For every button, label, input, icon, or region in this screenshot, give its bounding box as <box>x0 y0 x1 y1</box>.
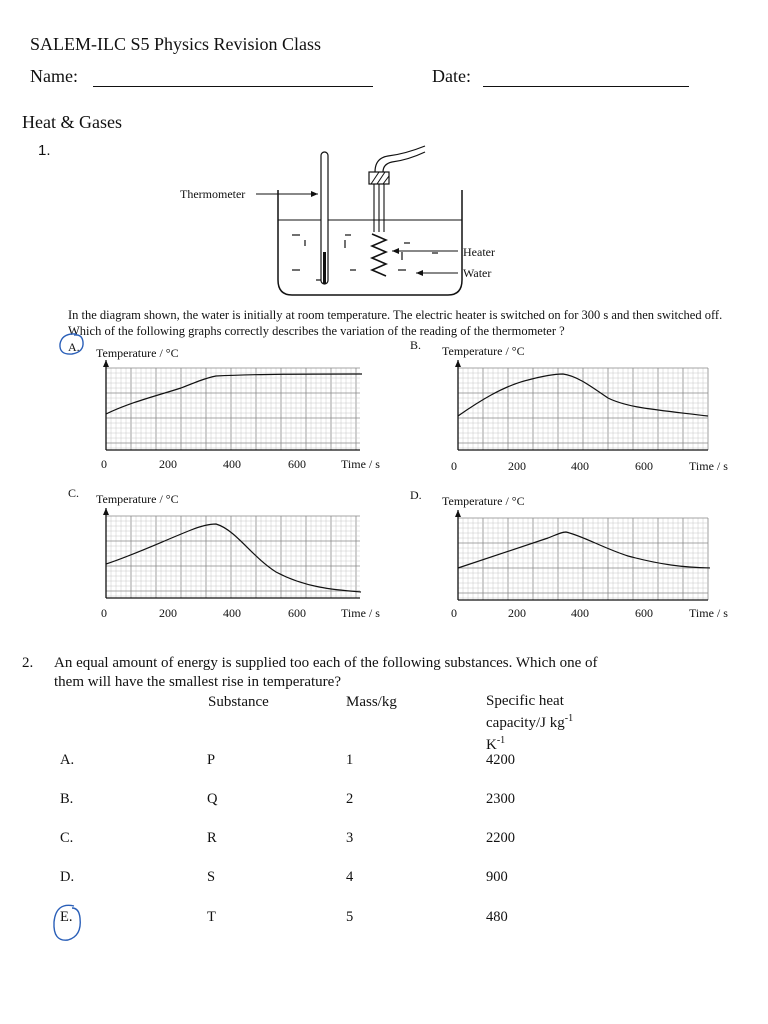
mass-cell: 1 <box>346 752 354 768</box>
tick-label: 200 <box>508 606 526 620</box>
section-title: Heat & Gases <box>22 112 122 132</box>
answer-circle-mark <box>56 330 90 358</box>
graph-b[interactable] <box>410 336 730 476</box>
tick-label: 0 <box>101 606 107 620</box>
graph-x-label: Time / s <box>341 457 380 471</box>
header-shc-line1: Specific heat <box>486 693 564 709</box>
y-axis-arrow <box>103 360 109 367</box>
name-label: Name: <box>30 66 78 86</box>
tick-label: 0 <box>451 459 457 473</box>
graph-c-plot <box>100 508 362 612</box>
tick-label: 200 <box>508 459 526 473</box>
tick-label: 0 <box>451 606 457 620</box>
graph-y-label: Temperature / °C <box>442 494 525 508</box>
y-axis-arrow <box>455 360 461 367</box>
temperature-curve <box>106 524 361 592</box>
graph-a[interactable] <box>60 336 380 476</box>
y-axis-arrow <box>455 510 461 517</box>
temperature-curve <box>458 532 710 568</box>
graph-x-label: Time / s <box>689 459 728 473</box>
option-label[interactable]: A. <box>60 752 75 768</box>
graph-d-plot <box>452 510 710 614</box>
question-2-text-line2: them will have the smallest rise in temperature? <box>54 674 341 690</box>
date-blank[interactable] <box>483 86 689 87</box>
graph-x-label: Time / s <box>689 606 728 620</box>
tick-label: 0 <box>101 457 107 471</box>
option-label[interactable]: E. <box>60 909 73 925</box>
header-shc-unit: capacity/J kg <box>486 715 565 731</box>
question-1-number: 1. <box>38 142 51 159</box>
tick-label: 600 <box>635 606 653 620</box>
graph-d[interactable] <box>410 486 730 626</box>
tick-label: 400 <box>571 459 589 473</box>
mass-cell: 5 <box>346 909 354 925</box>
name-blank[interactable] <box>93 86 373 87</box>
tick-label: 600 <box>288 606 306 620</box>
graph-y-label: Temperature / °C <box>96 346 179 360</box>
header-shc-line3 <box>486 732 573 754</box>
header-shc-sup: -1 <box>564 713 574 724</box>
graph-x-label: Time / s <box>341 606 380 620</box>
worksheet-title: SALEM-ILC S5 Physics Revision Class <box>30 34 322 54</box>
tick-label: 400 <box>223 457 241 471</box>
shc-cell: 480 <box>486 909 508 925</box>
tick-label: 600 <box>288 457 306 471</box>
grid-lines <box>458 368 708 450</box>
graph-letter: A. <box>68 340 80 354</box>
water-label: Water <box>463 266 492 280</box>
question-1-text: In the diagram shown, the water is initially at room temperature. The electric heater is switched on for 300 s and then switched off. Which of the following graphs correctly describes the variation of the reading of the thermometer ? <box>68 308 723 338</box>
grid-lines <box>106 516 360 598</box>
question-2-text-line1: An equal amount of energy is supplied too each of the following substances. Which one of <box>54 655 598 671</box>
substance-cell: P <box>207 752 216 768</box>
header-shc-line2 <box>486 710 573 732</box>
graph-y-label: Temperature / °C <box>442 344 525 358</box>
tick-label: 400 <box>571 606 589 620</box>
answer-circle-mark <box>48 900 88 946</box>
substance-cell: Q <box>207 791 218 807</box>
graph-c[interactable] <box>60 484 380 624</box>
option-label[interactable]: C. <box>60 830 74 846</box>
mass-cell: 4 <box>346 869 354 885</box>
graph-letter: D. <box>410 488 422 502</box>
header-substance: Substance <box>208 694 269 710</box>
grid-lines <box>458 518 708 600</box>
date-label: Date: <box>432 66 471 86</box>
mass-cell: 2 <box>346 791 354 807</box>
graph-a-plot <box>100 360 362 464</box>
shc-cell: 2200 <box>486 830 515 846</box>
header-shc-sup: -1 <box>496 735 506 746</box>
graph-letter: C. <box>68 486 80 500</box>
tick-label: 200 <box>159 457 177 471</box>
tick-label: 200 <box>159 606 177 620</box>
header-specific-heat <box>486 693 573 754</box>
header-shc-kelvin: K <box>486 737 497 753</box>
graph-b-plot <box>452 360 710 464</box>
option-label[interactable]: D. <box>60 869 75 885</box>
y-axis-arrow <box>103 508 109 515</box>
shc-cell: 900 <box>486 869 508 885</box>
graph-letter: B. <box>410 338 422 352</box>
header-mass: Mass/kg <box>346 694 397 710</box>
substance-cell: T <box>207 909 216 925</box>
question-2-number: 2. <box>22 655 34 671</box>
option-label[interactable]: B. <box>60 791 74 807</box>
grid-lines <box>106 368 360 450</box>
heater-label: Heater <box>463 245 495 259</box>
shc-cell: 4200 <box>486 752 515 768</box>
mass-cell: 3 <box>346 830 354 846</box>
substance-cell: S <box>207 869 216 885</box>
tick-label: 400 <box>223 606 241 620</box>
shc-cell: 2300 <box>486 791 515 807</box>
substance-cell: R <box>207 830 217 846</box>
graph-y-label: Temperature / °C <box>96 492 179 506</box>
thermometer-label: Thermometer <box>180 187 246 201</box>
tick-label: 600 <box>635 459 653 473</box>
